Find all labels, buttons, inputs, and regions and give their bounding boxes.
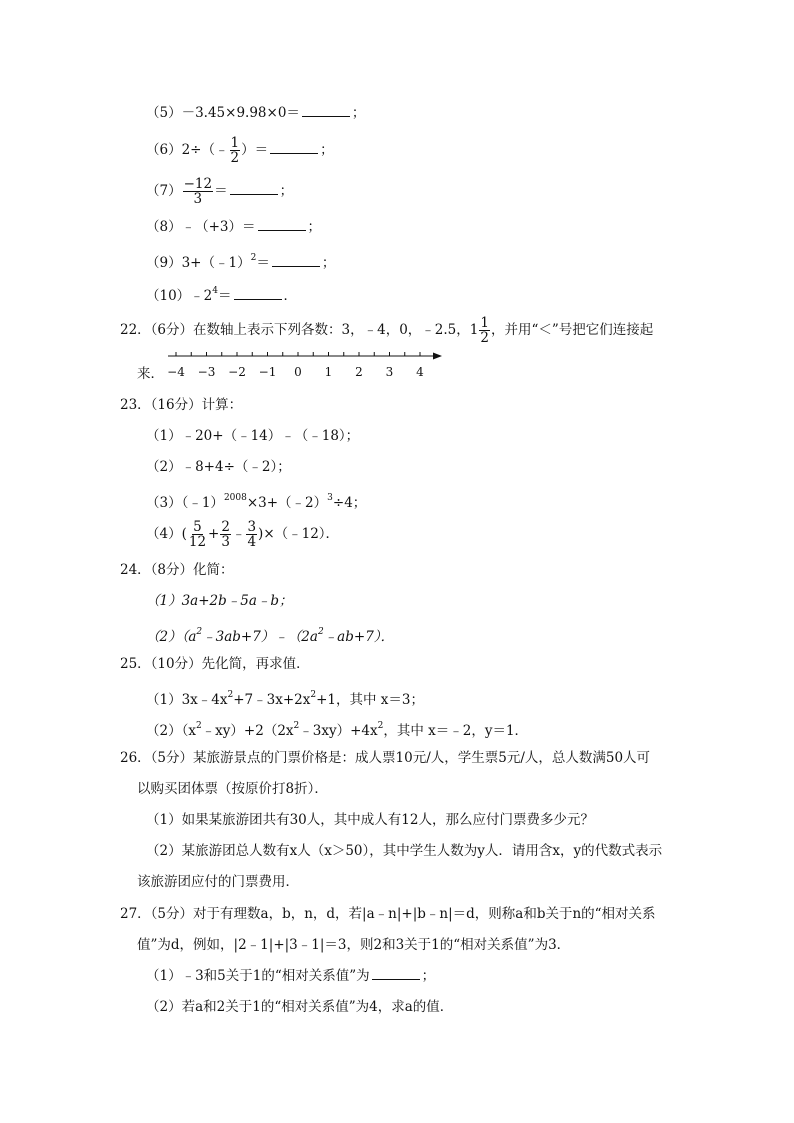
q27-line1: 27．（5分）对于有理数a，b，n，d，若|a﹣n|+|b﹣n|＝d，则称a和b关于n的“相对关系 [120,906,656,922]
q27-part2: （2）若a和2关于1的“相对关系值”为4，求a的值． [146,999,454,1015]
answer-blank[interactable] [302,104,350,117]
q23-part3: （3）（﹣1）$^{2008}$×3+（﹣2）$^3$÷4； [146,493,367,511]
answer-blank[interactable] [272,254,320,267]
number-line-label: 2 [355,365,363,379]
q23-part2: （2）﹣8+4÷（﹣2）； [146,459,291,475]
number-line-label: 3 [385,365,394,379]
q22-prompt: 22．（6分）在数轴上表示下列各数：3，﹣4，0，﹣2.5，1 $\frac{1}{2}$ ，并用“＜”号把它们连接起 [120,315,654,346]
q27-line2: 值”为d，例如，|2﹣1|+|3﹣1|＝3，则2和3关于1的“相对关系值”为3． [137,937,571,953]
q26-part1: （1）如果某旅游团共有30人，其中成人有12人，那么应付门票费多少元？ [146,812,594,828]
q24-part1: （1）3a+2b﹣5a﹣b； [146,593,293,609]
fraction: $\frac{3}{4}$ [247,519,257,550]
number-line-label: 1 [324,365,333,379]
q21-part10: $(10)﹣2^4=$ ． [146,286,298,304]
q26-line1: 26．（5分）某旅游景点的门票价格是：成人票10元/人，学生票5元/人，总人数满50人可 [120,750,651,766]
number-line [160,344,450,384]
q22-cont: 来． [137,366,164,382]
q25-part1: $(1)3x﹣4x^2+7﹣3x+2x^2+1$，其中 x＝3； [146,690,424,708]
number-line-label: −1 [258,365,277,379]
number-line-label: −2 [228,365,246,379]
q23-part1: （1）﹣20+（﹣14）﹣（﹣18）； [146,428,360,444]
q21-part9: （9）3+（﹣1）$^2$＝ ； [146,253,336,271]
q26-part2: （2）某旅游团总人数有x人（x＞50），其中学生人数为y人．请用含x，y的代数式表示 [146,843,663,859]
fraction: $\frac{1}{2}$ [480,315,489,346]
q21-part8: （8）﹣（+3）＝ ； [146,219,321,235]
q27-part1: （1）﹣3和5关于1的“相对关系值”为 ； [146,968,436,984]
answer-blank[interactable] [230,182,278,195]
number-line-label: −3 [197,365,216,379]
fraction: $\frac{-12}{3}$ [183,176,213,207]
answer-blank[interactable] [258,218,306,231]
q21-part5: （5）－3.45×9.98×0＝ ； [146,105,366,121]
q23-title: 23．（16分）计算： [120,397,243,413]
fraction: $\frac{2}{3}$ [221,519,230,550]
q26-line2: 以购买团体票（按原价打8折）． [137,781,328,797]
q25-title: 25．（10分）先化简，再求值． [120,656,310,672]
answer-blank[interactable] [270,141,318,154]
arrow-right-icon [433,353,442,360]
answer-blank[interactable] [372,967,420,980]
answer-blank[interactable] [234,287,282,300]
q26-part2-cont: 该旅游团应付的门票费用． [137,874,299,890]
fraction: $\frac{1}{2}$ [230,135,240,166]
number-line-label: −4 [167,365,185,379]
number-line-label: 0 [294,365,302,379]
q24-title: 24．（8分）化简： [120,562,234,578]
q23-part4: （4）( $\frac{5}{12}$ + $\frac{2}{3}$ ﹣ $\frac{3}{4}$ )×（﹣12）． [146,519,340,550]
number-line-label: 4 [416,365,424,379]
q21-part7: （7） $\frac{-12}{3}$ ＝ ； [146,176,294,207]
fraction: $\frac{5}{12}$ [188,519,207,550]
q21-part6: （6）2÷（﹣ $\frac{1}{2}$ ）＝ ； [146,135,334,166]
q25-part2: $(2)(x^2﹣xy)+2(2x^2﹣3xy)+4x^2$，其中 x＝﹣2，y＝1． [146,721,529,739]
q24-part2: $(2)(a^2﹣3ab+7)﹣(2a^2﹣ab+7)$． [146,627,395,645]
